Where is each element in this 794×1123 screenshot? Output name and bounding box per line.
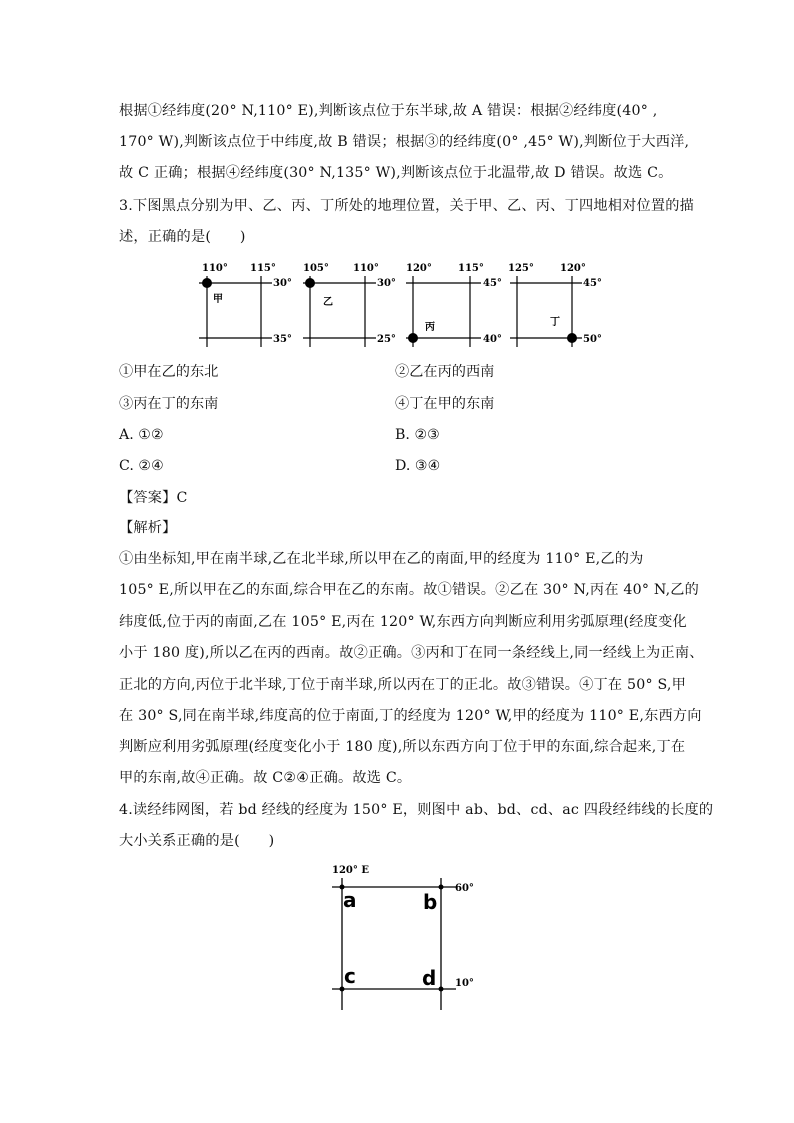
q3-analysis-line-3: 纬度低,位于丙的南面,乙在 105° E,丙在 120° W,东西方向判断应利用劣弧原理(经度变化: [119, 614, 687, 630]
point-b-label: b: [423, 890, 438, 914]
svg-text:30°: 30°: [377, 278, 396, 289]
svg-text:40°: 40°: [483, 334, 502, 345]
q3-stem-line-1: 3.下图黑点分别为甲、乙、丙、丁所处的地理位置，关于甲、乙、丙、丁四地相对位置的描: [119, 198, 695, 214]
q3-option-b: B. ②③: [395, 427, 440, 443]
svg-text:110°: 110°: [353, 263, 379, 274]
svg-text:120°: 120°: [560, 263, 586, 274]
svg-text:甲: 甲: [213, 294, 223, 305]
q3-analysis-line-8: 甲的东南,故④正确。故 C②④正确。故选 C。: [119, 770, 412, 786]
svg-text:125°: 125°: [508, 263, 534, 274]
q3-analysis-line-6: 在 30° S,同在南半球,纬度高的位于南面,丁的经度为 120° W,甲的经度为 110° E,东西方向: [119, 708, 702, 724]
svg-text:35°: 35°: [273, 334, 292, 345]
q4-figure: [326, 858, 486, 1012]
q3-answer: 【答案】C: [119, 490, 188, 506]
panel-jia: [199, 263, 292, 347]
svg-text:105°: 105°: [303, 263, 329, 274]
svg-text:25°: 25°: [377, 334, 396, 345]
q4-stem-line-2: 大小关系正确的是( ): [119, 833, 275, 849]
q3-statement-4: ④丁在甲的东南: [395, 396, 495, 412]
q3-analysis-line-7: 判断应利用劣弧原理(经度变化小于 180 度),所以东西方向丁位于甲的东面,综合起来,丁在: [119, 739, 686, 755]
svg-text:115°: 115°: [458, 263, 484, 274]
q4-lat-top: 60°: [455, 883, 474, 894]
panel-bing: [406, 263, 502, 347]
q3-analysis-line-5: 正北的方向,丙位于北半球,丁位于南半球,所以丙在丁的正北。故③错误。④丁在 50° S,甲: [119, 677, 686, 693]
q3-figure: [195, 258, 605, 350]
prev-explanation-line-2: 170° W),判断该点位于中纬度,故 B 错误；根据③的经纬度(0° ,45° W),判断位于大西洋,: [119, 134, 690, 150]
svg-text:45°: 45°: [583, 278, 602, 289]
q3-analysis-line-1: ①由坐标知,甲在南半球,乙在北半球,所以甲在乙的南面,甲的经度为 110° E,乙的为: [119, 551, 644, 567]
q4-stem-line-1: 4.读经纬网图，若 bd 经线的经度为 150° E，则图中 ab、bd、cd、ac 四段经纬线的长度的: [119, 802, 714, 818]
svg-text:50°: 50°: [583, 334, 602, 345]
panel-ding: [508, 263, 602, 347]
point-d-label: d: [422, 966, 437, 990]
q3-stem-line-2: 述，正确的是( ): [119, 229, 246, 245]
svg-text:30°: 30°: [273, 278, 292, 289]
q3-statement-3: ③丙在丁的东南: [119, 396, 219, 412]
point-a-label: a: [343, 888, 357, 912]
q4-lat-bottom: 10°: [455, 978, 474, 989]
q3-statement-1: ①甲在乙的东北: [119, 364, 219, 380]
bing-point: [408, 333, 418, 343]
svg-text:45°: 45°: [483, 278, 502, 289]
q3-option-c: C. ②④: [119, 458, 164, 474]
jia-point: [202, 278, 212, 288]
ding-point: [567, 333, 577, 343]
q4-top-label: 120° E: [332, 865, 369, 876]
prev-explanation-line-1: 根据①经纬度(20° N,110° E),判断该点位于东半球,故 A 错误：根据②经纬度(40° ,: [119, 103, 658, 119]
q3-analysis-line-4: 小于 180 度),所以乙在丙的西南。故②正确。③丙和丁在同一条经线上,同一经线上为正南、: [119, 645, 704, 661]
svg-text:115°: 115°: [250, 263, 276, 274]
q3-option-d: D. ③④: [395, 458, 441, 474]
q3-statement-2: ②乙在丙的西南: [395, 364, 495, 380]
svg-text:丙: 丙: [425, 322, 435, 333]
svg-text:110°: 110°: [202, 263, 228, 274]
svg-text:丁: 丁: [550, 317, 560, 328]
yi-point: [305, 278, 315, 288]
svg-text:乙: 乙: [323, 297, 333, 308]
q3-analysis-heading: 【解析】: [119, 520, 177, 536]
q3-analysis-line-2: 105° E,所以甲在乙的东面,综合甲在乙的东南。故①错误。②乙在 30° N,丙在 40° N,乙的: [119, 582, 700, 598]
panel-yi: [303, 263, 396, 347]
point-c-label: c: [344, 964, 356, 988]
prev-explanation-line-3: 故 C 正确；根据④经纬度(30° N,135° W),判断该点位于北温带,故 D 错误。故选 C。: [119, 165, 673, 181]
q3-option-a: A. ①②: [119, 427, 164, 443]
svg-text:120°: 120°: [406, 263, 432, 274]
